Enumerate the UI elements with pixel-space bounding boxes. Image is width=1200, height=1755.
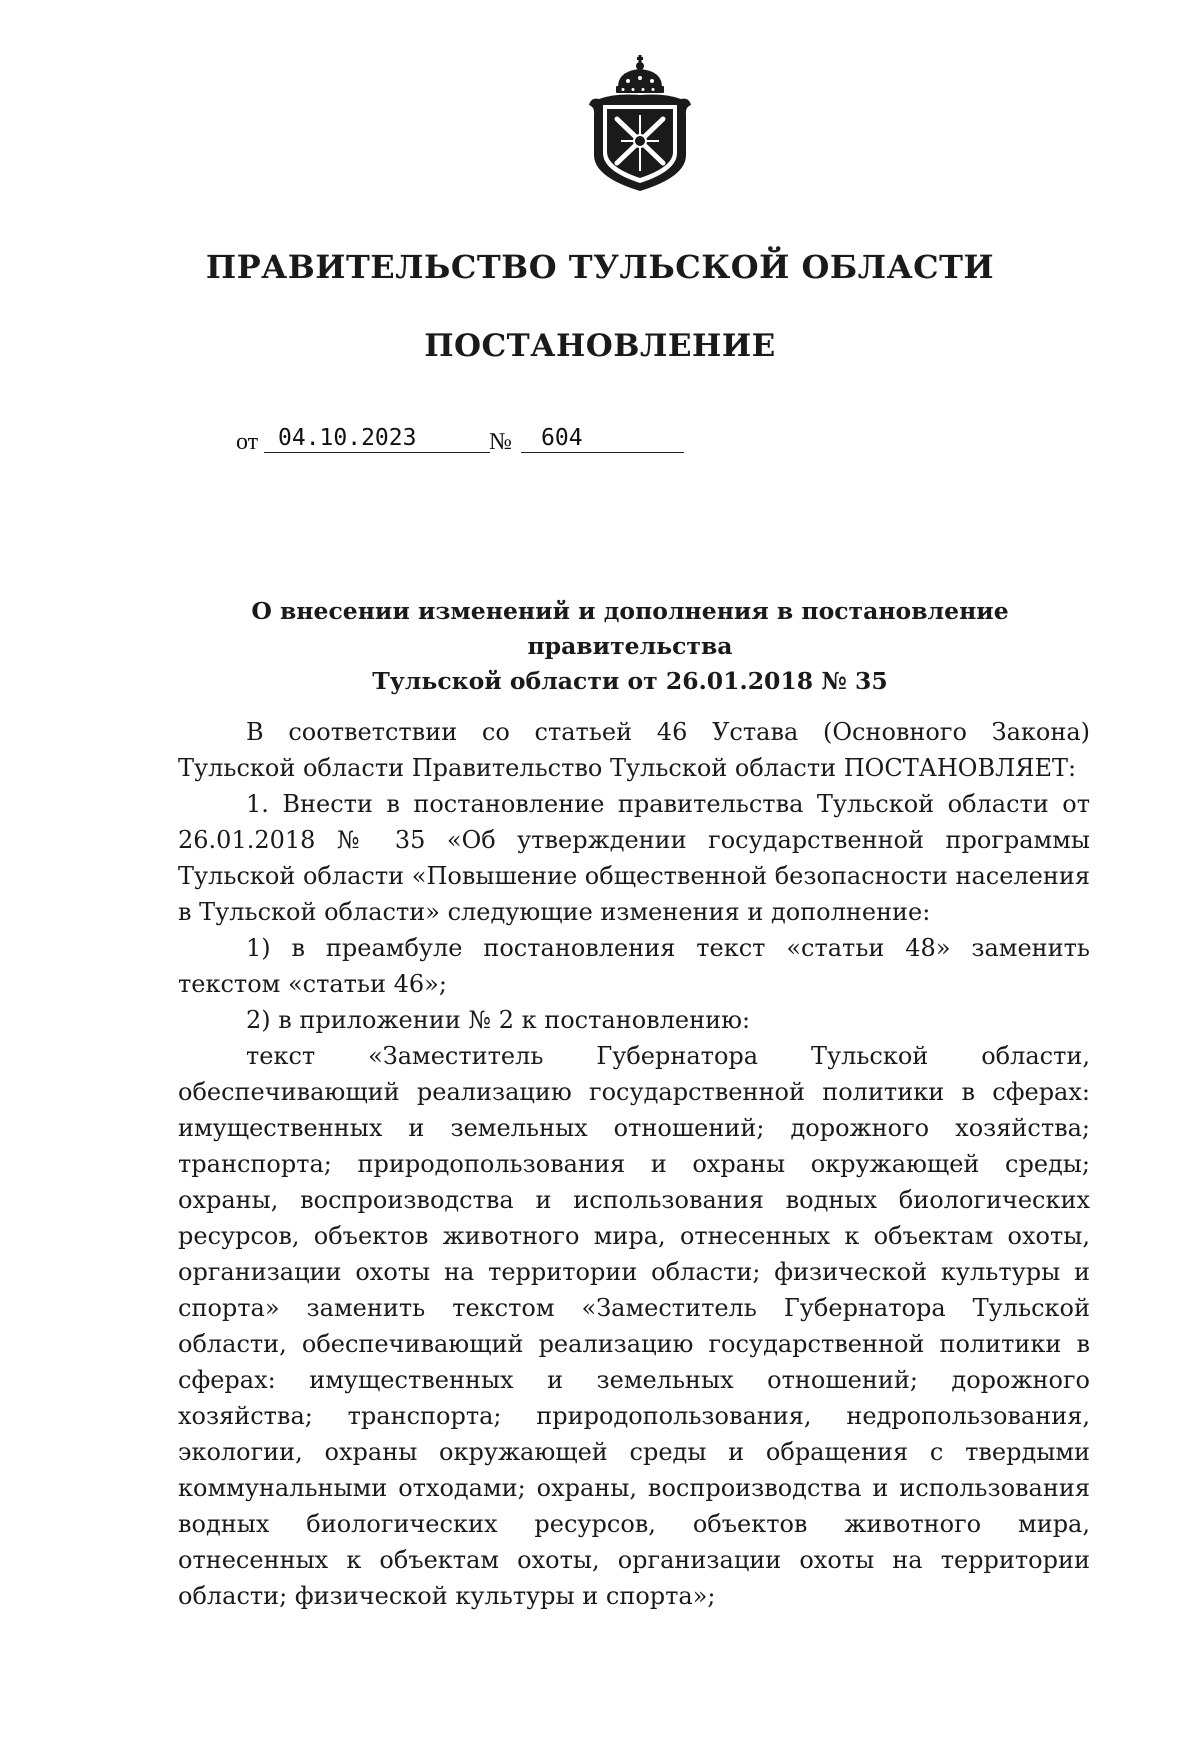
subitem-2-paragraph: 2) в приложении № 2 к постановлению: xyxy=(246,1006,751,1034)
document-subject xyxy=(150,594,1110,699)
date-label: от xyxy=(236,429,259,455)
item-1-paragraph: 1. Внести в постановление правительства Тульской области от 26.01.2018 № 35 «Об утверждении государственной программы Тульской области «Повышение общественной безопасности населения в Тульской области» следующие изменения и дополнение: xyxy=(178,790,1090,926)
date-value: 04.10.2023 xyxy=(264,423,490,453)
tula-region-coat-of-arms-icon xyxy=(585,55,695,193)
subitem-1-paragraph: 1) в преамбуле постановления текст «статьи 48» заменить текстом «статьи 46»; xyxy=(178,934,1090,998)
document-body xyxy=(178,714,1090,1614)
subject-line-1: О внесении изменений и дополнения в постановление правительства xyxy=(251,597,1009,660)
replacement-paragraph: текст «Заместитель Губернатора Тульской области, обеспечивающий реализацию государственной политики в сферах: имущественных и земельных отношений; дорожного хозяйства; транспорта; природопользования и охраны окружающей среды; охраны, воспроизводства и использования водных биологических ресурсов, объектов животного мира, отнесенных к объектам охоты, организации охоты на территории области; физической культуры и спорта» заменить текстом «Заместитель Губернатора Тульской области, обеспечивающий реализацию государственной политики в сферах: имущественных и земельных отношений; дорожного хозяйства; транспорта; природопользования, недропользования, экологии, охраны окружающей среды и обращения с твердыми коммунальными отходами; охраны, воспроизводства и использования водных биологических ресурсов, объектов животного мира, отнесенных к объектам охоты, организации охоты на территории области; физической культуры и спорта»; xyxy=(178,1042,1090,1610)
subject-line-2: Тульской области от 26.01.2018 № 35 xyxy=(372,667,888,695)
organization-title: ПРАВИТЕЛЬСТВО ТУЛЬСКОЙ ОБЛАСТИ xyxy=(205,248,995,286)
document-type-title: ПОСТАНОВЛЕНИЕ xyxy=(424,328,776,364)
number-label: № xyxy=(489,429,512,455)
number-value: 604 xyxy=(521,423,684,453)
preamble-paragraph: В соответствии со статьей 46 Устава (Основного Закона) Тульской области Правительство Тульской области ПОСТАНОВЛЯЕТ: xyxy=(178,718,1090,782)
